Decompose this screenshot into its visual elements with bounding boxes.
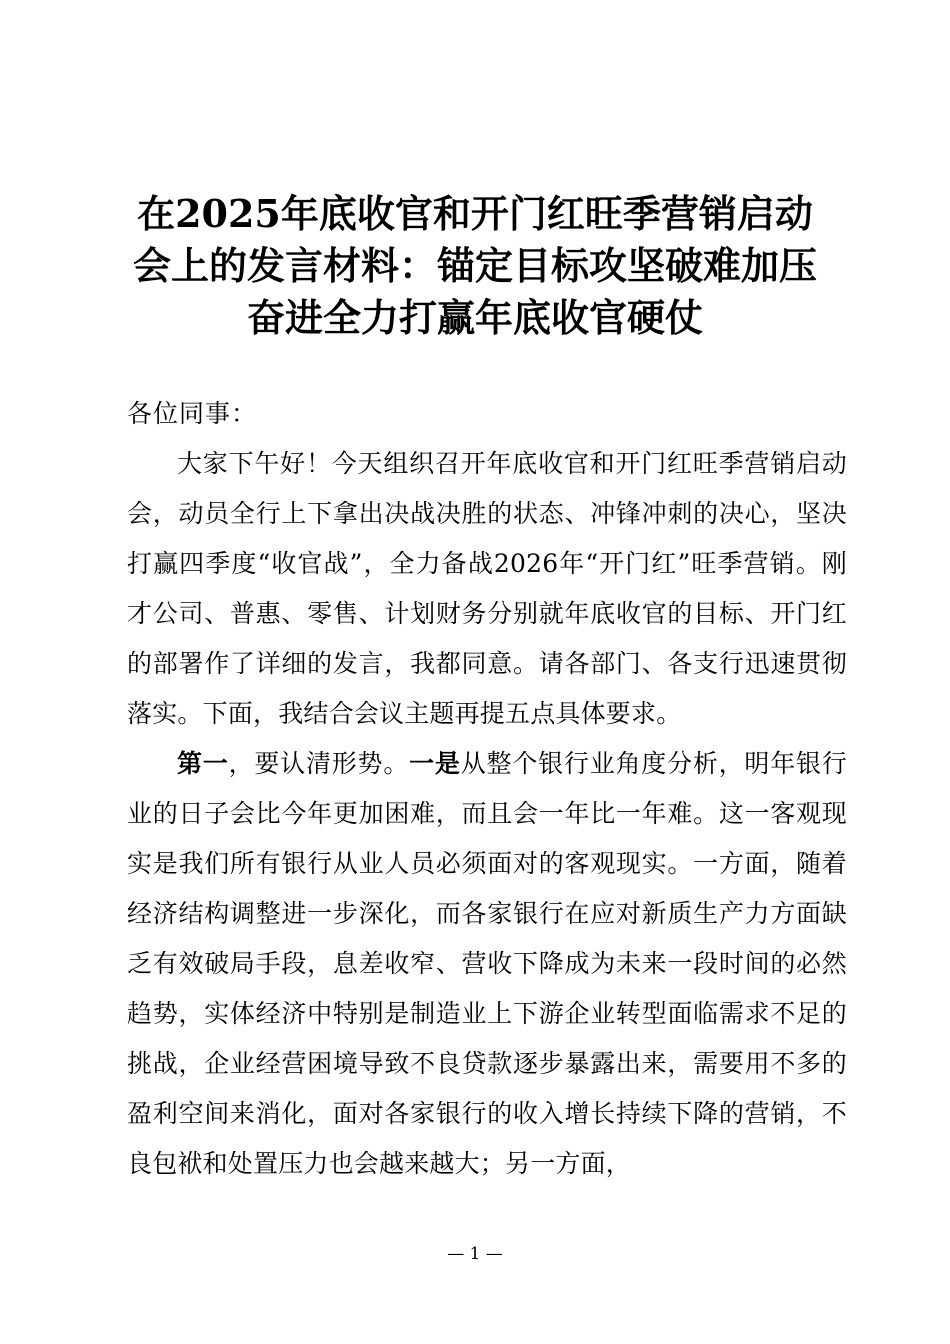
document-title-line-2: 会上的发言材料：锚定目标攻坚破难加压	[132, 243, 817, 288]
document-title-line-1: 在2025年底收官和开门红旺季营销启动	[137, 191, 813, 236]
paragraph-first-point	[127, 739, 847, 1189]
document-title-line-3: 奋进全力打赢年底收官硬仗	[246, 295, 703, 340]
salutation: 各位同事：	[127, 399, 258, 428]
point-lead-text: ，要认清形势。	[228, 749, 410, 778]
subpoint-bold: 一是	[409, 749, 461, 778]
page-number: — 1 —	[447, 1244, 503, 1264]
paragraph-opening: 大家下午好！今天组织召开年底收官和开门红旺季营销启动会，动员全行上下拿出决战决胜的状态、冲锋冲刺的决心，坚决打赢四季度“收官战”，全力备战2026年“开门红”旺季营销。刚才公司、普惠、零售、计划财务分别就年底收官的目标、开门红的部署作了详细的发言，我都同意。请各部门、各支行迅速贯彻落实。下面，我结合会议主题再提五点具体要求。	[127, 449, 847, 728]
point-body-text: 从整个银行业角度分析，明年银行业的日子会比今年更加困难，而且会一年比一年难。这一客观现实是我们所有银行从业人员必须面对的客观现实。一方面，随着经济结构调整进一步深化，而各家银行在应对新质生产力方面缺乏有效破局手段，息差收窄、营收下降成为未来一段时间的必然趋势，实体经济中特别是制造业上下游企业转型面临需求不足的挑战，企业经营困境导致不良贷款逐步暴露出来，需要用不多的盈利空间来消化，面对各家银行的收入增长持续下降的营销，不良包袱和处置压力也会越来越大；另一方面，	[127, 749, 848, 1178]
point-lead-bold: 第一	[177, 749, 229, 778]
